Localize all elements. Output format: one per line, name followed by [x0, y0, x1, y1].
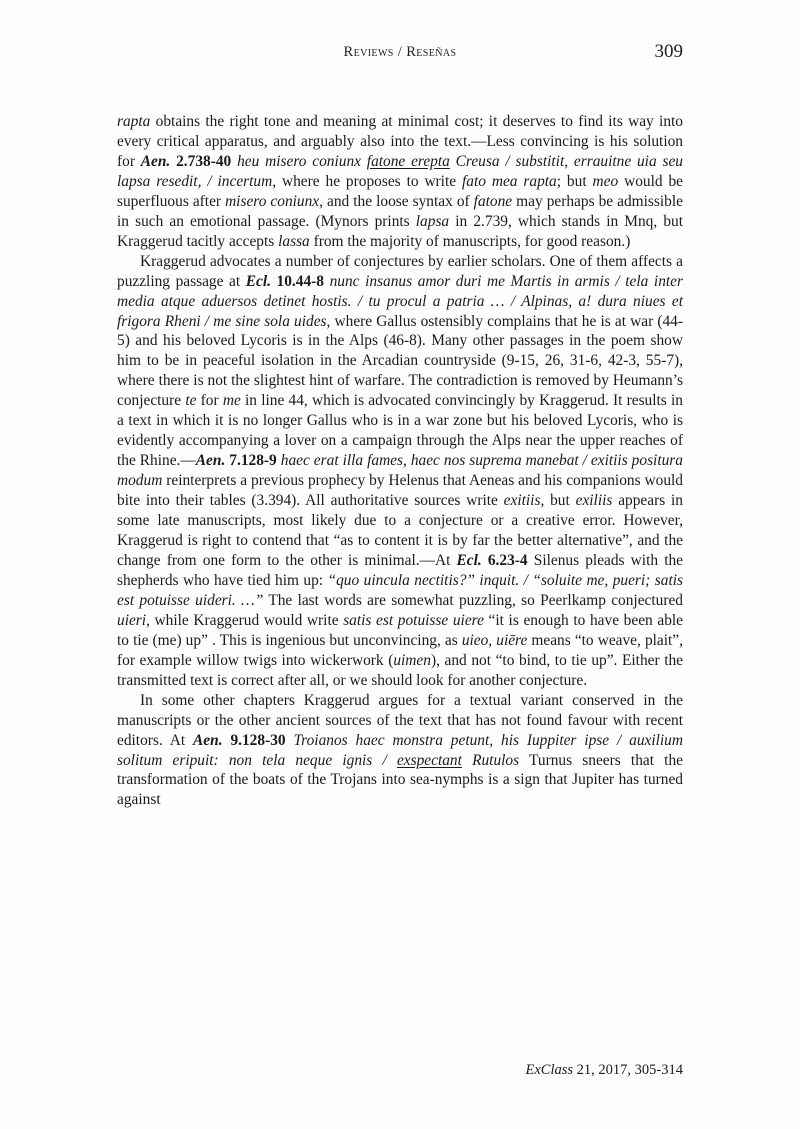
quoted-latin: Rutulos	[461, 751, 520, 769]
citation-locus: 7.128-9	[225, 452, 277, 470]
quoted-latin: heu misero coniunx	[231, 152, 367, 170]
text-run: rapta	[117, 113, 151, 130]
citation-reference: Aen.	[140, 152, 171, 170]
text-run: means “to weave, plait”, for example willow twigs into wickerwork (	[117, 631, 683, 669]
text-run: Turnus sneers that the transformation of the boats of the Trojans into sea-nymphs is a sign that Jupiter has turned against	[117, 751, 683, 809]
quoted-latin: Troianos haec monstra petunt, his Iuppiter ipse / auxilium solitum eripuit: non tela neque ignis /	[117, 731, 683, 769]
text-run: Kraggerud advocates a number of conjectures by earlier scholars. One of them affects a puzzling passage at	[117, 252, 683, 290]
text-run: In some other chapters Kraggerud argues for a textual variant conserved in the manuscripts or the other ancient sources of the text that has not found favour with recent editors. At	[117, 691, 683, 749]
quoted-latin: exitiis	[503, 492, 541, 510]
text-run: , where he proposes to write	[272, 172, 462, 190]
citation-locus: 6.23-4	[481, 551, 528, 569]
citation-reference: Aen.	[195, 452, 226, 470]
text-run: in 2.739, which stands in Mnq, but Kraggerud tacitly accepts	[117, 212, 683, 250]
text-run: , while Kraggerud would write	[146, 611, 344, 629]
journal-issue: 21, 2017, 305-314	[573, 1062, 683, 1078]
quoted-latin: misero coniunx	[225, 192, 320, 210]
footer-citation	[117, 1062, 683, 1079]
quoted-latin: satis est potuisse uiere	[343, 611, 484, 629]
text-run: The last words are somewhat puzzling, so Peerlkamp conjectured	[263, 591, 683, 609]
running-head-title: Reviews / Reseñas	[343, 44, 457, 60]
text-run: “it is enough to have been able to tie (me) up” . This is ingenious but unconvincing, as	[117, 611, 683, 649]
quoted-latin: fatone	[473, 192, 513, 210]
citation-locus: 9.128-30	[222, 731, 286, 749]
quoted-latin: fato mea rapta	[461, 172, 557, 190]
text-run: obtains the right tone and meaning at minimal cost; it deserves to find its way into every critical apparatus, and arguably also into the text.—Less convincing is his solution for	[117, 113, 683, 170]
paragraph-2	[117, 252, 683, 691]
paragraph-1	[117, 112, 683, 252]
citation-reference: Ecl.	[456, 551, 482, 569]
quoted-latin: te	[185, 392, 197, 410]
quoted-latin: exiliis	[575, 492, 613, 510]
journal-name: ExClass	[525, 1062, 574, 1078]
quoted-latin: meo	[592, 172, 619, 190]
quoted-latin: lapsa	[415, 212, 450, 230]
text-run: appears in some late manuscripts, most likely due to a conjecture or a creative error. However, Kraggerud is right to contend that “as to content it is by far the better alternative”, and the change from one form to the other is minimal.—At	[117, 492, 683, 569]
text-run: from the majority of manuscripts, for good reason.)	[309, 232, 631, 250]
text-run: , where Gallus ostensibly complains that he is at war (44-5) and his beloved Lycoris is in the Alps (46-8). Many other passages in the poem show him to be in peaceful isolation in the Arcadian countryside (9-15, 26, 31-6, 42-3, 55-7), where there is not the slightest hint of warfare. The contradiction is removed by Heumann’s conjecture	[117, 312, 683, 410]
page-number: 309	[654, 41, 683, 62]
text-run: , but	[540, 492, 576, 510]
paragraph-3	[117, 691, 683, 811]
quoted-latin-emphasis: fatone erepta	[366, 152, 450, 170]
text-run: Silenus pleads with the shepherds who have tied him up:	[117, 551, 683, 589]
text-run: may perhaps be admissible in such an emotional passage. (Mynors prints	[117, 192, 683, 230]
quoted-latin: uieri	[117, 611, 147, 629]
quoted-latin: uieo, uiēre	[461, 631, 528, 649]
body-text	[117, 112, 683, 810]
text-run: ), and not “to bind, to tie up”. Either the transmitted text is correct after all, or we should look for another conjecture.	[117, 651, 683, 689]
text-run: ; but	[556, 172, 593, 190]
quoted-latin: haec erat illa fames, haec nos suprema manebat / exitiis positura modum	[117, 452, 683, 490]
quoted-latin: lassa	[278, 232, 310, 250]
text-run: , and the loose syntax of	[319, 192, 474, 210]
text-run: for	[196, 392, 223, 410]
text-run: reinterprets a previous prophecy by Helenus that Aeneas and his companions would bite into their tables (3.394). All authoritative sources write	[117, 472, 683, 510]
citation-reference: Ecl.	[245, 272, 271, 290]
citation-locus: 2.738-40	[170, 152, 232, 170]
citation-reference: Aen.	[193, 731, 223, 749]
quoted-latin: nunc insanus amor duri me Martis in armis / tela inter media atque aduersos detinet hostis. / tu procul a patria … / Alpinas, a! dura niues et frigora Rheni / me sine sola uides	[117, 272, 683, 330]
quoted-latin: me	[222, 392, 241, 410]
running-head	[117, 41, 683, 66]
quoted-latin-emphasis: exspectant	[396, 751, 462, 769]
citation-locus: 10.44-8	[270, 272, 324, 290]
text-run: would be superfluous after	[117, 172, 683, 210]
quoted-latin: Creusa / substitit, errauitne uia seu lapsa resedit, / incertum	[117, 152, 683, 190]
quoted-latin: uimen	[393, 651, 431, 669]
text-run: in line 44, which is advocated convincingly by Kraggerud. It results in a text in which it is no longer Gallus who is in a war zone but his beloved Lycoris, who is evidently accompanying a lover on a campaign through the Alps near the upper reaches of the Rhine.—	[117, 392, 683, 470]
quoted-latin: “quo uincula nectitis?” inquit. / “soluite me, pueri; satis est potuisse uideri. …”	[117, 571, 683, 609]
